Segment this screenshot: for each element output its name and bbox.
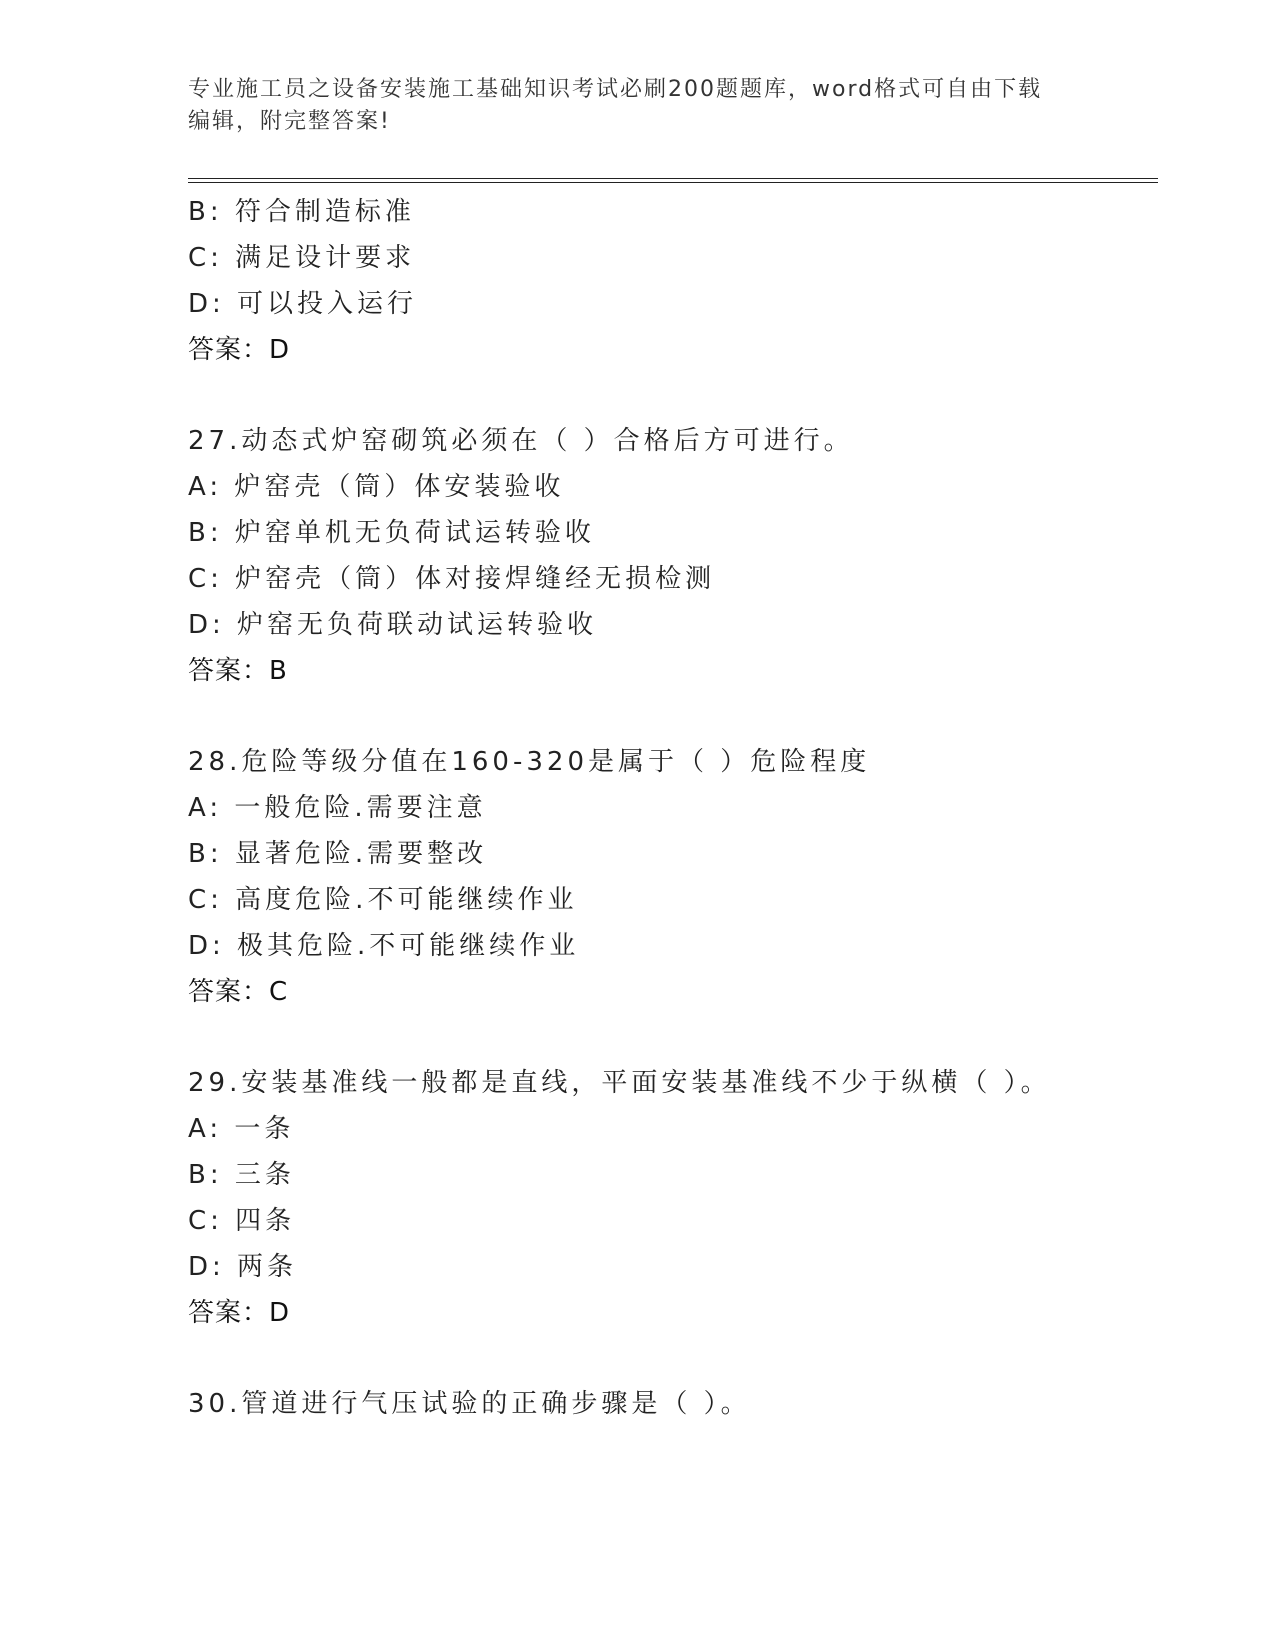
option-a: A: 一般危险.需要注意 bbox=[188, 793, 487, 823]
spacer bbox=[188, 373, 1158, 418]
question-29 bbox=[188, 1060, 1158, 1336]
header-rule-bottom bbox=[188, 182, 1158, 183]
header-title-line-2: 编辑，附完整答案! bbox=[188, 109, 391, 134]
question-stem: 27.动态式炉窑砌筑必须在（ ）合格后方可进行。 bbox=[188, 426, 854, 456]
question-28 bbox=[188, 739, 1158, 1015]
option-c: C: 满足设计要求 bbox=[188, 243, 416, 273]
option-b: B: 三条 bbox=[188, 1160, 295, 1190]
question-stem: 30.管道进行气压试验的正确步骤是（ ）。 bbox=[188, 1389, 751, 1419]
question-27 bbox=[188, 418, 1158, 694]
option-b: B: 显著危险.需要整改 bbox=[188, 839, 488, 869]
option-d: D: 极其危险.不可能继续作业 bbox=[188, 931, 580, 961]
option-d: D: 两条 bbox=[188, 1252, 298, 1282]
question-stem: 28.危险等级分值在160-320是属于（ ）危险程度 bbox=[188, 747, 871, 777]
option-a: A: 炉窑壳（筒）体安装验收 bbox=[188, 472, 565, 502]
spacer bbox=[188, 1336, 1158, 1381]
option-a: A: 一条 bbox=[188, 1114, 295, 1144]
question-fragment bbox=[188, 189, 1158, 373]
answer-line: 答案：D bbox=[188, 1298, 291, 1328]
option-c: C: 高度危险.不可能继续作业 bbox=[188, 885, 578, 915]
option-c: C: 四条 bbox=[188, 1206, 296, 1236]
spacer bbox=[188, 694, 1158, 739]
option-d: D: 炉窑无负荷联动试运转验收 bbox=[188, 610, 598, 640]
answer-line: 答案：B bbox=[188, 656, 288, 686]
spacer bbox=[188, 1015, 1158, 1060]
question-stem: 29.安装基准线一般都是直线，平面安装基准线不少于纵横（ ）。 bbox=[188, 1068, 1051, 1098]
option-c: C: 炉窑壳（筒）体对接焊缝经无损检测 bbox=[188, 564, 716, 594]
document-header bbox=[188, 74, 1088, 138]
answer-line: 答案：C bbox=[188, 977, 289, 1007]
header-rule-top bbox=[188, 178, 1158, 179]
option-b: B: 符合制造标准 bbox=[188, 197, 415, 227]
option-b: B: 炉窑单机无负荷试运转验收 bbox=[188, 518, 595, 548]
answer-line: 答案：D bbox=[188, 335, 291, 365]
option-d: D: 可以投入运行 bbox=[188, 289, 418, 319]
page-content bbox=[188, 189, 1158, 1427]
question-30 bbox=[188, 1381, 1158, 1427]
header-title-line-1: 专业施工员之设备安装施工基础知识考试必刷200题题库，word格式可自由下载 bbox=[188, 77, 1043, 102]
